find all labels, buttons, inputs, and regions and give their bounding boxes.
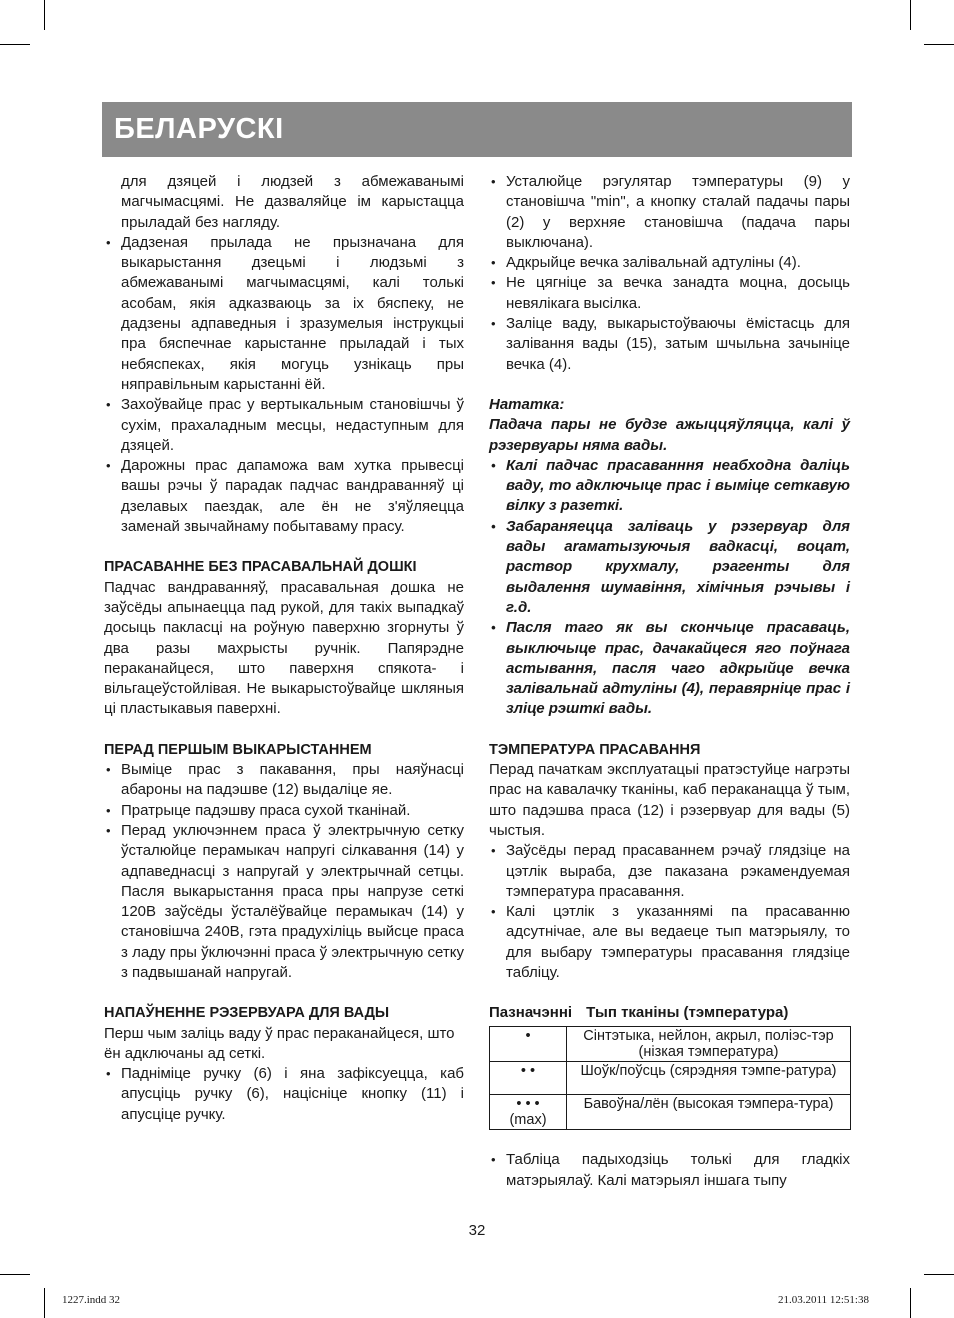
list-item: • Табліца падыходзіць толькі для гладкіх матэрыялаў. Калі матэрыял іншага тыпу bbox=[489, 1150, 850, 1191]
fabric-cell: Шоўк/поўсць (сярэдняя тэмпе-ратура) bbox=[567, 1062, 851, 1095]
language-header: БЕЛАРУСКІ bbox=[102, 102, 852, 157]
note-title: Нататка: bbox=[489, 395, 565, 413]
table-header bbox=[489, 1003, 850, 1023]
table-row bbox=[490, 1062, 851, 1095]
fabric-cell: Сінтэтыка, нейлон, акрыл, поліэс-тэр (нізкая тэмпература) bbox=[567, 1027, 851, 1062]
table-header-markings: Пазначэнні bbox=[489, 1004, 573, 1022]
list-item: • Усталюйце рэгулятар тэмпературы (9) у становішча "min", а кнопку сталай падачы пары (2) у верхняе становішча (падача пары выключана). bbox=[489, 172, 850, 253]
timestamp-slug: 21.03.2011 12:51:38 bbox=[778, 1294, 869, 1306]
page-number: 32 bbox=[468, 1222, 486, 1239]
list-item: • Перад уключэннем праса ў электрычную сетку ўсталюйце перамыкач напругі сілкавання (14) у адпаведнасці з напругай у электрычнай сетцы. Пасля выкарыстання праса пры напрузе сеткі 120В заўсёды ўсталёўвайце перамыкач (14) у становішча 240В, гэта прадухіліць выйсце праса з ладу пры ўключэнні праса ў электрычную сетку з падвышанай напругай. bbox=[104, 821, 464, 983]
list-item: • Выміце прас з пакавання, пры наяўнасці абароны на падэшве (12) выдаліце яе. bbox=[104, 760, 464, 801]
list-item: • Калі цэтлік з указаннямі па прасаванню адсутнічае, але вы ведаеце тып матэрыялу, то для выбару тэмпературы прасавання глядзіце табліцу. bbox=[489, 902, 850, 983]
right-column bbox=[489, 172, 850, 1191]
intro-bullet-list bbox=[104, 233, 464, 537]
list-item: • Падніміце ручку (6) і яна зафіксуецца, каб апусціць ручку (6), націсніце кнопку (11) і апусціце ручку. bbox=[104, 1064, 464, 1125]
fabric-cell: Бавоўна/лён (высокая тэмпера-тура) bbox=[567, 1095, 851, 1130]
list-item: • Не цягніце за вечка занадта моцна, досыць невялікага высілка. bbox=[489, 273, 850, 314]
table-row bbox=[490, 1027, 851, 1062]
marking-cell bbox=[490, 1095, 567, 1130]
list-item: • Пасля таго як вы скончыце прасаваць, выключыце прас, дачакайцеся яго поўнага астывання, пасля чаго адкрыйце вечка залівальнай адтуліны (4), перавярніце прас і зліце рэшткі вады. bbox=[489, 618, 850, 719]
section-heading-first-use: ПЕРАД ПЕРШЫМ ВЫКАРЫСТАННЕМ bbox=[104, 741, 372, 758]
table-header-fabric: Тып тканіны (тэмпература) bbox=[586, 1004, 789, 1022]
max-label: (max) bbox=[509, 1112, 547, 1129]
dot-marking: • • bbox=[520, 1063, 536, 1080]
marking-cell bbox=[490, 1062, 567, 1095]
list-item: • Заўсёды перад прасаваннем рэчаў глядзіце на цэтлік выраба, дзе паказана рэкамендуемая тэмпература прасавання. bbox=[489, 841, 850, 902]
note-text: Падача пары не будзе ажыццяўляцца, калі ў рэзервуары няма вады. bbox=[489, 416, 850, 454]
left-column bbox=[104, 172, 464, 1125]
list-item: • Забараняецца заліваць у рэзервуар для вады araматызуючыя вадкасці, воцат, раствор крухмалу, рэагенты для выдалення шумавіння, хімічныя рэчывы і г.д. bbox=[489, 517, 850, 618]
list-item: • Дадзеная прылада не прызначана для выкарыстання дзецьмі і людзьмі з абмежаванымі магчымасцямі, калі толькі асобам, якія адказваюць за іх бяспеку, не дадзены адпаведныя і зразумелыя інструкцыі пра бяспечнае карыстанне прыладай і тых небяспеках, якія могуць узнікаць пры няправільным карыстанні ёй. bbox=[104, 233, 464, 395]
first-use-bullet-list bbox=[104, 760, 464, 983]
list-item: • Захоўвайце прас у вертыкальным становішчы ў сухім, прахаладным месцы, недаступным для дзяцей. bbox=[104, 395, 464, 456]
fill-steps-bullet-list bbox=[489, 172, 850, 375]
note-bullet-list bbox=[489, 456, 850, 720]
file-slug: 1227.indd 32 bbox=[62, 1294, 121, 1306]
section-paragraph: Падчас вандраванняў, прасавальная дошка не заўсёды апынаецца пад рукой, для такіх выпадкаў досыць пакласці на роўную паверхню згорнуты ў два разы махрысты ручнік. Папярэдне пераканайцеся, што паверхня спякота- і вільгацеўстойлівая. Не выкарыстоўвайце шкляныя ці пластыкавыя паверхні. bbox=[104, 578, 464, 718]
crop-mark bbox=[0, 44, 30, 45]
crop-mark bbox=[44, 1288, 45, 1318]
list-item: • Дарожны прас дапаможа вам хутка прывесці вашы рэчы ў парадак падчас вандраванняў ці дзелавых паездак, але ён не з'яўляецца заменай звычайнаму побытаваму прасу. bbox=[104, 456, 464, 537]
crop-mark bbox=[924, 1274, 954, 1275]
section-heading-no-board: ПРАСАВАННЕ БЕЗ ПРАСАВАЛЬНАЙ ДОШКІ bbox=[104, 559, 417, 576]
crop-mark bbox=[910, 1288, 911, 1318]
fabric-temperature-table bbox=[489, 1026, 851, 1130]
intro-continuation: для дзяцей і людзей з абмежаванымі магчымасцямі. Не дазваляйце ім карыстацца прыладай без нагляду. bbox=[121, 173, 464, 231]
dot-marking: • bbox=[525, 1028, 531, 1045]
list-item: • Калі падчас прасаванння неабходна даліць ваду, то адключыце прас і выміце сеткавую вілку з разеткі. bbox=[489, 456, 850, 517]
table-note-bullet-list bbox=[489, 1150, 850, 1191]
crop-mark bbox=[44, 0, 45, 30]
temperature-bullet-list bbox=[489, 841, 850, 983]
crop-mark bbox=[0, 1274, 30, 1275]
crop-mark bbox=[924, 44, 954, 45]
table-row bbox=[490, 1095, 851, 1130]
list-item: • Адкрыйце вечка залівальнай адтуліны (4). bbox=[489, 253, 850, 273]
section-paragraph: Перад пачаткам эксплуатацыі пратэстуйце нагрэты прас на кавалачку тканіны, каб пераканацца ў тым, што падэшва праса (12) і рэзервуар для вады (5) чыстыя. bbox=[489, 761, 850, 839]
dot-marking: • • • bbox=[516, 1096, 540, 1113]
water-tank-bullet-list bbox=[104, 1064, 464, 1125]
list-item: • Заліце ваду, выкарыстоўваючы ёмістасць для залівання вады (15), затым шчыльна зачыніце вечка (4). bbox=[489, 314, 850, 375]
section-paragraph: Перш чым заліць ваду ў прас пераканайцеся, што ён адключаны ад сеткі. bbox=[104, 1024, 455, 1062]
crop-mark bbox=[910, 0, 911, 30]
marking-cell bbox=[490, 1027, 567, 1062]
list-item: • Пратрыце падэшву праса сухой тканінай. bbox=[104, 801, 464, 821]
section-heading-temperature: ТЭМПЕРАТУРА ПРАСАВАННЯ bbox=[489, 741, 701, 758]
section-heading-water-tank: НАПАЎНЕННЕ РЭЗЕРВУАРА ДЛЯ ВАДЫ bbox=[104, 1005, 390, 1022]
